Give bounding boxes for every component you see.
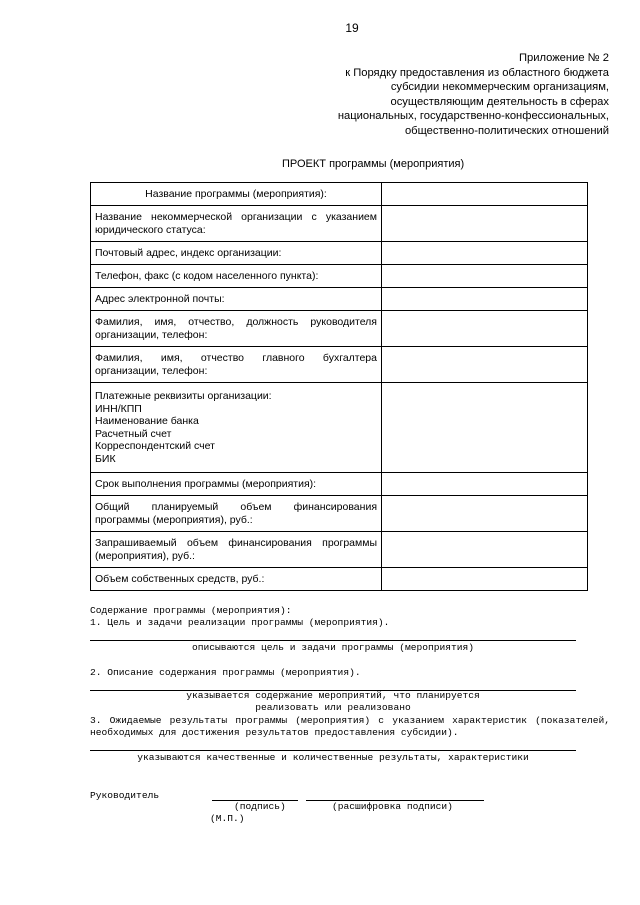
row-label-requested-financing: Запрашиваемый объем финансирования программы (мероприятия), руб.: [91, 532, 382, 568]
row-label-own-funds: Объем собственных средств, руб.: [91, 568, 382, 591]
appendix-line: национальных, государственно-конфессиональных, [337, 110, 609, 123]
table-row [91, 311, 588, 347]
table-row [91, 496, 588, 532]
row-label-postal-address: Почтовый адрес, индекс организации: [91, 242, 382, 265]
row-label-accountant: Фамилия, имя, отчество главного бухгалтера организации, телефон: [91, 347, 382, 383]
table-row [91, 532, 588, 568]
row-value-requested-financing[interactable] [382, 532, 588, 568]
table-row [91, 383, 588, 473]
table-row [91, 206, 588, 242]
row-label-program-name: Название программы (мероприятия): [91, 183, 382, 206]
row-label-payment-details [91, 383, 382, 473]
row-value-total-financing[interactable] [382, 496, 588, 532]
row-value-postal-address[interactable] [382, 242, 588, 265]
row-label-total-financing: Общий планируемый объем финансирования программы (мероприятия), руб.: [91, 496, 382, 532]
row-label-email: Адрес электронной почты: [91, 288, 382, 311]
row-value-org-name[interactable] [382, 206, 588, 242]
signature-role: Руководитель [90, 790, 160, 801]
table-row [91, 568, 588, 591]
stamp-placeholder: (М.П.) [210, 813, 245, 824]
payment-details-title: Платежные реквизиты организации: [95, 390, 272, 402]
table-row [91, 265, 588, 288]
table-row [91, 288, 588, 311]
content-item-1: 1. Цель и задачи реализации программы (мероприятия). [90, 617, 390, 628]
row-value-deadline[interactable] [382, 473, 588, 496]
row-value-own-funds[interactable] [382, 568, 588, 591]
table-row [91, 242, 588, 265]
hint-2a: указывается содержание мероприятий, что планируется [186, 690, 480, 701]
project-form-table [90, 182, 588, 591]
appendix-line: к Порядку предоставления из областного бюджета [345, 66, 609, 79]
table-row [91, 347, 588, 383]
row-label-deadline: Срок выполнения программы (мероприятия): [91, 473, 382, 496]
content-item-2: 2. Описание содержания программы (мероприятия). [90, 667, 361, 678]
content-heading: Содержание программы (мероприятия): [90, 605, 292, 616]
signature-hint: (подпись) [234, 801, 286, 812]
hint-2b: реализовать или реализовано [255, 702, 411, 713]
payment-detail-item: БИК [95, 452, 116, 465]
page-number: 19 [345, 21, 359, 35]
appendix-header [338, 51, 609, 139]
appendix-line: осуществляющим деятельность в сферах [390, 95, 609, 108]
project-title: ПРОЕКТ программы (мероприятия) [282, 158, 465, 170]
appendix-line: Приложение № 2 [518, 52, 609, 64]
row-label-director: Фамилия, имя, отчество, должность руководителя организации, телефон: [91, 311, 382, 347]
table-row [91, 473, 588, 496]
hint-3: указываются качественные и количественные результаты, характеристики [137, 752, 529, 763]
row-value-phone-fax[interactable] [382, 265, 588, 288]
appendix-line: общественно-политических отношений [404, 124, 609, 137]
name-decode-hint: (расшифровка подписи) [332, 801, 453, 812]
row-value-email[interactable] [382, 288, 588, 311]
row-value-accountant[interactable] [382, 347, 588, 383]
hint-1: описываются цель и задачи программы (мероприятия) [191, 642, 475, 653]
row-label-phone-fax: Телефон, факс (с кодом населенного пункта): [91, 265, 382, 288]
row-value-director[interactable] [382, 311, 588, 347]
payment-detail-item: Корреспондентский счет [95, 440, 215, 452]
row-value-program-name[interactable] [382, 183, 588, 206]
content-item-3: 3. Ожидаемые результаты программы (мероприятия) с указанием характеристик (показателей, необходимых для достижения результатов предоставления субсидии). [90, 715, 610, 738]
appendix-line: субсидии некоммерческим организациям, [390, 81, 609, 94]
payment-detail-item: Расчетный счет [95, 427, 172, 440]
fill-line-3[interactable] [90, 750, 576, 751]
row-value-payment-details[interactable] [382, 383, 588, 473]
row-label-org-name: Название некоммерческой организации с указанием юридического статуса: [91, 206, 382, 242]
payment-detail-item: ИНН/КПП [95, 402, 142, 415]
payment-detail-item: Наименование банка [95, 415, 199, 427]
table-row [91, 183, 588, 206]
fill-line-1[interactable] [90, 640, 576, 641]
